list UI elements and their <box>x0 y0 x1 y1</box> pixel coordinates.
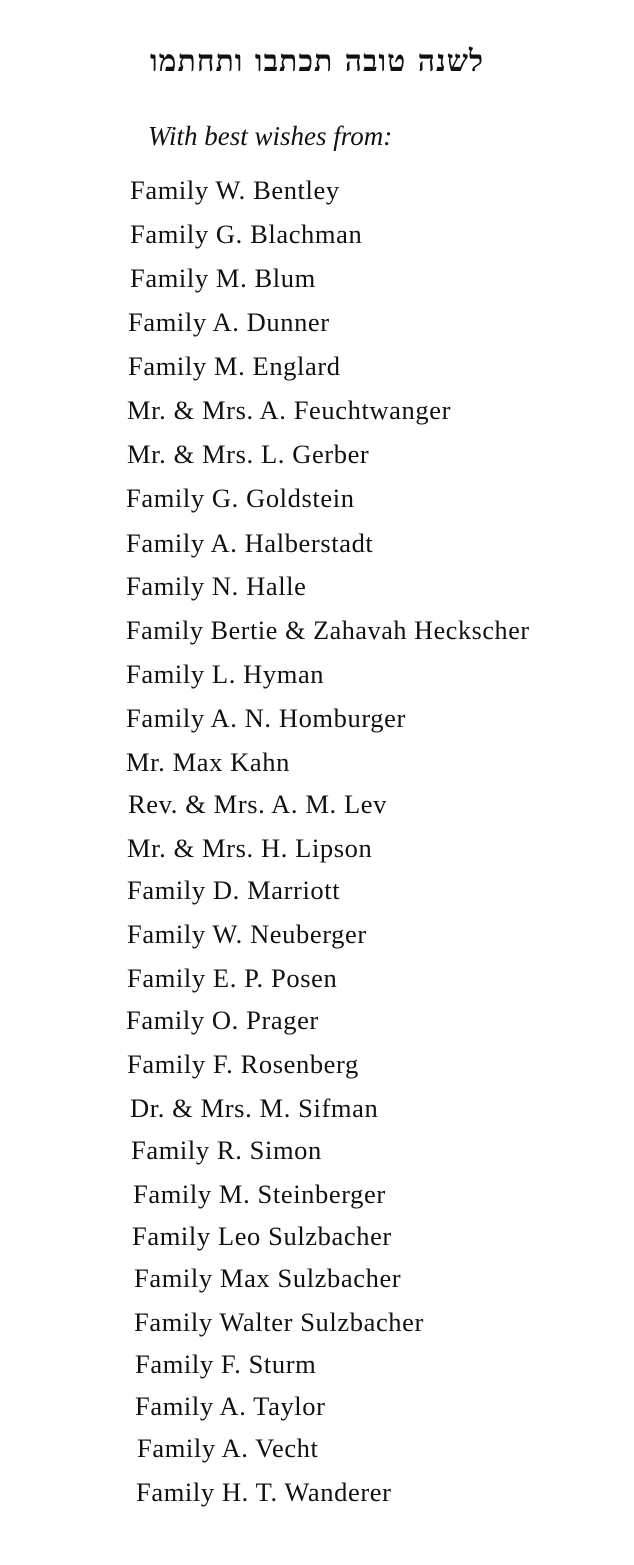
donor-name: Family M. Englard <box>128 351 341 381</box>
donor-name: Family A. N. Homburger <box>126 703 406 733</box>
donor-name: Family Leo Sulzbacher <box>132 1221 392 1251</box>
donor-name: Family Walter Sulzbacher <box>134 1307 424 1337</box>
donor-name: Family E. P. Posen <box>127 963 338 993</box>
donor-name: Family M. Blum <box>130 263 316 293</box>
donor-name: Family N. Halle <box>126 571 307 601</box>
donor-name: Family G. Blachman <box>130 219 363 249</box>
donor-name: Mr. & Mrs. A. Feuchtwanger <box>127 395 451 425</box>
donor-name: Mr. & Mrs. H. Lipson <box>127 833 373 863</box>
donor-name: Family W. Bentley <box>130 175 340 205</box>
hebrew-greeting: לשנה טובה תכתבו ותחתמו <box>150 44 484 79</box>
donor-name: Family A. Vecht <box>137 1433 319 1463</box>
donor-name: Family G. Goldstein <box>126 483 355 513</box>
donor-name: Family L. Hyman <box>126 659 325 689</box>
donor-name: Rev. & Mrs. A. M. Lev <box>128 789 387 819</box>
donor-name: Family A. Halberstadt <box>126 528 374 558</box>
donor-name: Dr. & Mrs. M. Sifman <box>130 1093 379 1123</box>
donor-name: Family Bertie & Zahavah Heckscher <box>126 615 530 645</box>
donor-name: Family D. Marriott <box>127 875 341 905</box>
subheading: With best wishes from: <box>148 121 393 151</box>
donor-name: Family O. Prager <box>126 1005 319 1035</box>
donor-name: Family A. Taylor <box>135 1391 326 1421</box>
donor-name: Family M. Steinberger <box>133 1179 386 1209</box>
donor-name: Family Max Sulzbacher <box>134 1263 402 1293</box>
donor-name: Family R. Simon <box>131 1135 322 1165</box>
donor-name: Family W. Neuberger <box>127 919 367 949</box>
donor-name: Family F. Sturm <box>135 1349 317 1379</box>
donor-name: Mr. Max Kahn <box>126 747 290 777</box>
donor-name: Family H. T. Wanderer <box>136 1477 392 1507</box>
donor-name: Family F. Rosenberg <box>127 1049 359 1079</box>
donor-name: Mr. & Mrs. L. Gerber <box>127 439 370 469</box>
donor-name: Family A. Dunner <box>128 307 330 337</box>
